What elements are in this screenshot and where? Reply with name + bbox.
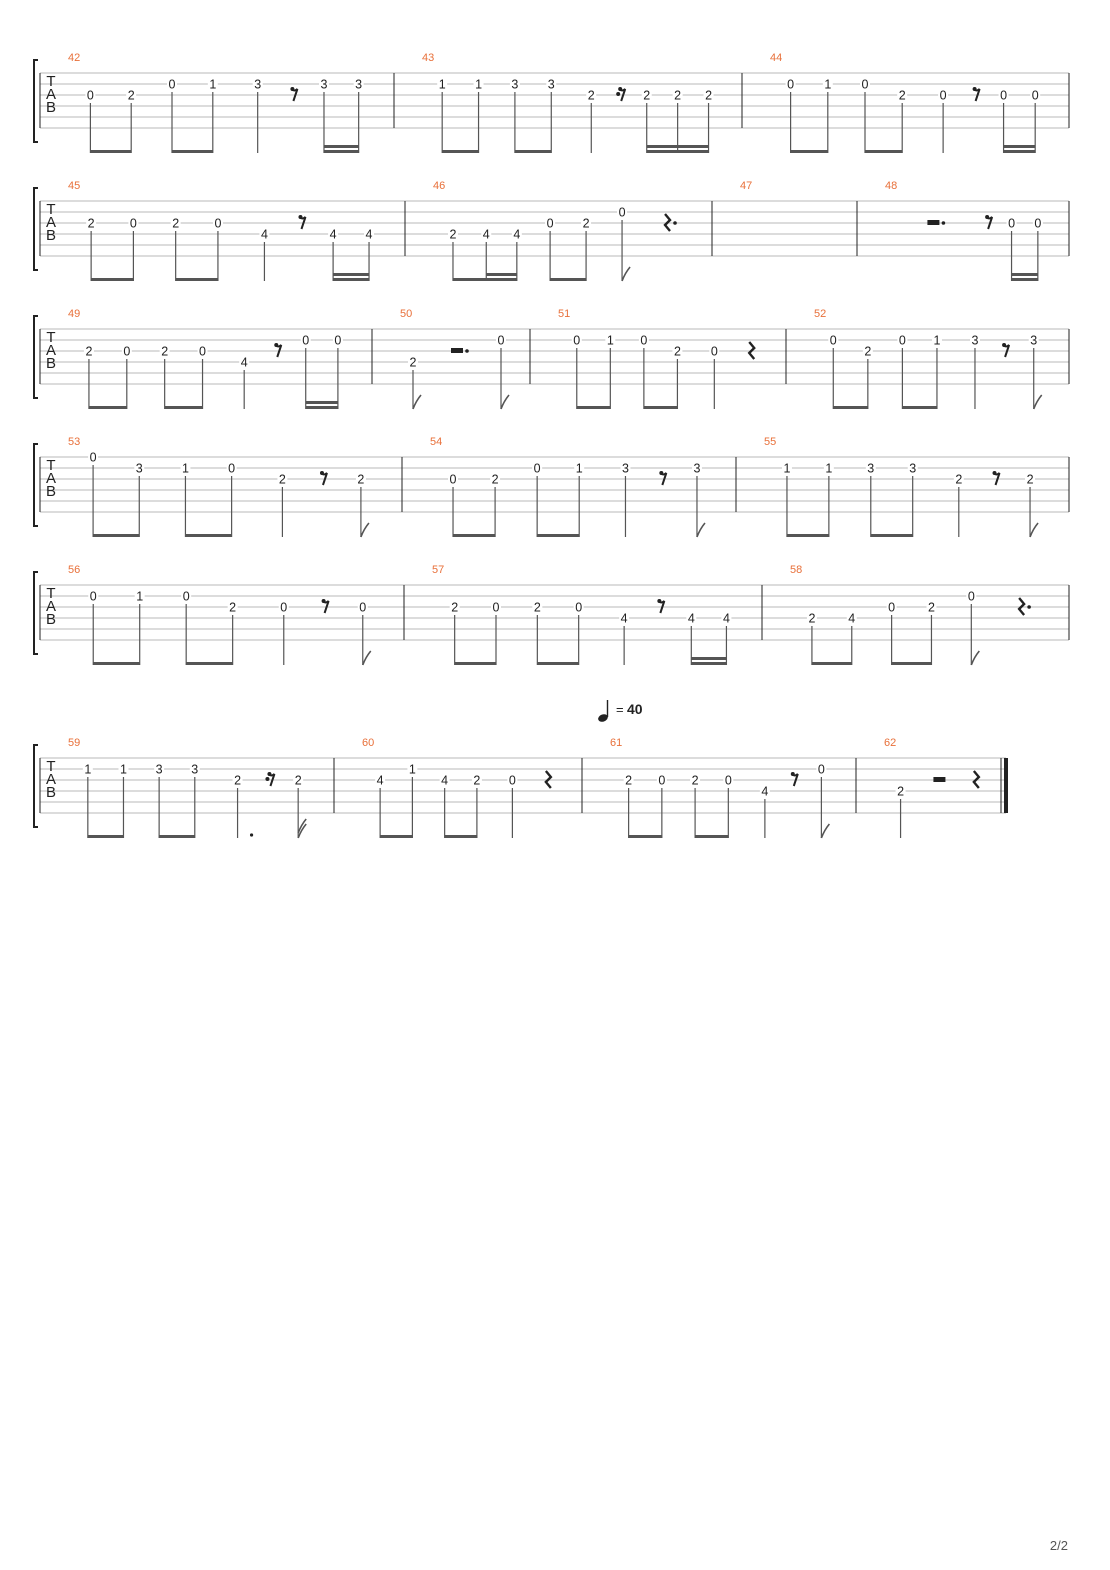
measure-number: 44 (770, 52, 783, 64)
fret-number: 2 (161, 344, 169, 359)
half-rest-icon (451, 348, 463, 353)
beam (93, 662, 139, 665)
page-number: 2/2 (1049, 1538, 1068, 1553)
fret-number: 1 (209, 77, 217, 92)
fret-number: 0 (449, 472, 457, 487)
system-bracket (34, 444, 38, 526)
fret-number: 2 (705, 88, 713, 103)
beam (172, 150, 213, 153)
fret-number: 3 (867, 461, 875, 476)
tab-clef-letter: T (46, 585, 56, 602)
dot-icon (250, 833, 253, 836)
fret-number: 1 (120, 762, 127, 777)
fret-number: 2 (955, 472, 963, 487)
beam (791, 150, 828, 153)
fret-number: 4 (722, 611, 730, 626)
beam (902, 406, 937, 409)
beam (629, 835, 662, 838)
half-rest-icon (933, 777, 945, 782)
fret-number: 2 (643, 88, 651, 103)
system-bracket (34, 60, 38, 142)
dot-icon (465, 349, 469, 353)
measure-number: 56 (68, 564, 81, 576)
measure-number: 50 (400, 308, 413, 320)
beam (695, 835, 728, 838)
fret-number: 1 (933, 333, 941, 348)
fret-number: 2 (127, 88, 135, 103)
fret-number: 1 (438, 77, 446, 92)
fret-number: 2 (409, 355, 417, 370)
fret-number: 2 (625, 773, 633, 788)
dot-icon (942, 221, 946, 225)
beam (577, 406, 611, 409)
fret-number: 0 (724, 773, 732, 788)
rest-dot-icon (616, 92, 620, 96)
beam (691, 662, 726, 665)
fret-number: 0 (861, 77, 869, 92)
note-flag (697, 523, 705, 537)
beam (455, 662, 496, 665)
beam (445, 835, 477, 838)
fret-number: 0 (89, 450, 97, 465)
fret-number: 0 (492, 600, 500, 615)
fret-number: 3 (155, 762, 163, 777)
rest-dot-icon (791, 772, 795, 776)
note-flag (821, 824, 829, 838)
rest-dot-icon (265, 777, 269, 781)
tab-clef-letter: A (45, 470, 57, 487)
fret-number: 3 (547, 77, 555, 92)
beam (647, 145, 678, 148)
measure-number: 42 (68, 52, 81, 64)
note-flag (361, 523, 369, 537)
measure-number: 58 (790, 564, 803, 576)
fret-number: 3 (971, 333, 979, 348)
measure-number: 46 (433, 180, 446, 192)
fret-number: 3 (355, 77, 363, 92)
measure-number: 55 (764, 436, 777, 448)
fret-number: 0 (359, 600, 367, 615)
tab-clef-letter: T (46, 329, 56, 346)
tempo-bpm: 40 (627, 701, 643, 717)
measure-number: 49 (68, 308, 81, 320)
note-flag (501, 395, 509, 409)
beam (306, 401, 338, 404)
fret-number: 1 (783, 461, 791, 476)
fret-number: 2 (691, 773, 699, 788)
beam (892, 662, 932, 665)
beam (333, 278, 369, 281)
fret-number: 0 (1034, 216, 1042, 231)
measure-number: 43 (422, 52, 435, 64)
beam (453, 278, 517, 281)
beam (93, 534, 139, 537)
fret-number: 0 (1008, 216, 1016, 231)
beam (537, 534, 579, 537)
fret-number: 2 (234, 773, 242, 788)
tab-clef-letter: B (45, 611, 57, 628)
system-bracket (34, 745, 38, 827)
note-flag (1030, 523, 1038, 537)
fret-number: 2 (278, 472, 286, 487)
beam (324, 145, 359, 148)
fret-number: 2 (229, 600, 237, 615)
fret-number: 2 (864, 344, 872, 359)
fret-number: 3 (909, 461, 917, 476)
fret-number: 1 (475, 77, 483, 92)
fret-number: 4 (513, 227, 521, 242)
tab-clef-letter: B (45, 784, 57, 801)
beam (1004, 150, 1036, 153)
fret-number: 2 (927, 600, 935, 615)
fret-number: 3 (621, 461, 629, 476)
fret-number: 0 (888, 600, 896, 615)
fret-number: 3 (320, 77, 328, 92)
fret-number: 4 (240, 355, 248, 370)
tab-clef-letter: A (45, 86, 57, 103)
beam (380, 835, 412, 838)
fret-number: 2 (808, 611, 816, 626)
fret-number: 0 (546, 216, 554, 231)
note-flag (413, 395, 421, 409)
fret-number: 0 (710, 344, 718, 359)
measure-number: 47 (740, 180, 753, 192)
beam (550, 278, 586, 281)
fret-number: 0 (123, 344, 131, 359)
fret-number: 4 (329, 227, 337, 242)
tab-clef-letter: B (45, 227, 57, 244)
rest-dot-icon (1002, 343, 1006, 347)
fret-number: 2 (172, 216, 180, 231)
beam (515, 150, 551, 153)
fret-number: 2 (673, 344, 681, 359)
measure-number: 61 (610, 737, 623, 749)
dot-icon (673, 221, 677, 225)
fret-number: 0 (658, 773, 666, 788)
fret-number: 2 (294, 773, 302, 788)
tempo-equals: = (616, 702, 624, 717)
rest-dot-icon (267, 772, 271, 776)
fret-number: 0 (618, 205, 626, 220)
fret-number: 2 (582, 216, 590, 231)
beam (159, 835, 195, 838)
beam (165, 406, 203, 409)
measure-number: 45 (68, 180, 81, 192)
measure-number: 59 (68, 737, 81, 749)
fret-number: 0 (334, 333, 342, 348)
fret-number: 3 (254, 77, 262, 92)
beam (306, 406, 338, 409)
beam (537, 662, 578, 665)
rest-dot-icon (973, 87, 977, 91)
fret-number: 4 (365, 227, 373, 242)
tab-clef-letter: T (46, 457, 56, 474)
measure-number: 57 (432, 564, 445, 576)
final-barline (1004, 758, 1008, 813)
measure-number: 51 (558, 308, 571, 320)
fret-number: 0 (939, 88, 947, 103)
fret-number: 2 (473, 773, 481, 788)
fret-number: 0 (967, 589, 975, 604)
measure-number: 62 (884, 737, 897, 749)
beam (678, 145, 709, 148)
tab-clef-letter: B (45, 483, 57, 500)
system-bracket (34, 188, 38, 270)
rest-dot-icon (298, 215, 302, 219)
fret-number: 2 (898, 88, 906, 103)
tab-clef-letter: B (45, 355, 57, 372)
beam (486, 273, 517, 276)
fret-number: 3 (191, 762, 199, 777)
fret-number: 0 (168, 77, 176, 92)
beam (833, 406, 868, 409)
measure-number: 52 (814, 308, 827, 320)
half-rest-icon (927, 220, 939, 225)
fret-number: 3 (1030, 333, 1038, 348)
beam (442, 150, 478, 153)
fret-number: 1 (408, 762, 416, 777)
beam (1012, 273, 1038, 276)
fret-number: 1 (824, 77, 832, 92)
fret-number: 3 (135, 461, 143, 476)
beam (865, 150, 902, 153)
beam (812, 662, 852, 665)
fret-number: 4 (260, 227, 268, 242)
beam (787, 534, 829, 537)
fret-number: 2 (357, 472, 365, 487)
fret-number: 1 (606, 333, 614, 348)
beam (644, 406, 678, 409)
dot-icon (1027, 605, 1031, 609)
system-bracket (34, 572, 38, 654)
note-flag (622, 267, 630, 281)
beam (185, 534, 231, 537)
fret-number: 2 (451, 600, 459, 615)
fret-number: 0 (817, 762, 825, 777)
fret-number: 0 (302, 333, 310, 348)
note-flag (363, 651, 371, 665)
beam (333, 273, 369, 276)
beam (1004, 145, 1036, 148)
fret-number: 2 (533, 600, 541, 615)
fret-number: 2 (1026, 472, 1034, 487)
measure-number: 53 (68, 436, 81, 448)
fret-number: 0 (1031, 88, 1039, 103)
beam (647, 150, 709, 153)
fret-number: 0 (129, 216, 137, 231)
fret-number: 3 (511, 77, 519, 92)
fret-number: 0 (640, 333, 648, 348)
fret-number: 0 (89, 589, 97, 604)
fret-number: 0 (199, 344, 207, 359)
fret-number: 1 (825, 461, 833, 476)
fret-number: 4 (441, 773, 449, 788)
rest-dot-icon (322, 599, 326, 603)
beam (176, 278, 218, 281)
fret-number: 0 (86, 88, 94, 103)
fret-number: 0 (829, 333, 837, 348)
beam (88, 835, 124, 838)
fret-number: 0 (573, 333, 581, 348)
fret-number: 2 (449, 227, 457, 242)
tab-clef-letter: B (45, 99, 57, 116)
beam (691, 657, 726, 660)
fret-number: 1 (181, 461, 189, 476)
fret-number: 1 (84, 762, 92, 777)
fret-number: 4 (761, 784, 769, 799)
note-flag (1034, 395, 1042, 409)
fret-number: 3 (693, 461, 701, 476)
tab-clef-letter: T (46, 73, 56, 90)
fret-number: 0 (575, 600, 583, 615)
tab-clef-letter: A (45, 342, 57, 359)
note-flag (971, 651, 979, 665)
beam (453, 534, 495, 537)
fret-number: 0 (508, 773, 516, 788)
fret-number: 0 (898, 333, 906, 348)
rest-dot-icon (993, 471, 997, 475)
fret-number: 4 (687, 611, 695, 626)
fret-number: 4 (620, 611, 628, 626)
tab-clef-letter: A (45, 214, 57, 231)
tab-clef-letter: T (46, 201, 56, 218)
fret-number: 2 (674, 88, 682, 103)
fret-number: 0 (214, 216, 222, 231)
rest-dot-icon (657, 599, 661, 603)
fret-number: 2 (587, 88, 595, 103)
rest-dot-icon (618, 87, 622, 91)
tab-clef-letter: A (45, 771, 57, 788)
beam (324, 150, 359, 153)
fret-number: 0 (280, 600, 288, 615)
fret-number: 2 (897, 784, 905, 799)
rest-dot-icon (985, 215, 989, 219)
fret-number: 0 (787, 77, 795, 92)
fret-number: 1 (136, 589, 144, 604)
beam (186, 662, 232, 665)
fret-number: 4 (376, 773, 384, 788)
fret-number: 0 (182, 589, 190, 604)
fret-number: 2 (87, 216, 95, 231)
system-bracket (34, 316, 38, 398)
beam (871, 534, 913, 537)
rest-dot-icon (320, 471, 324, 475)
measure-number: 48 (885, 180, 898, 192)
rest-dot-icon (659, 471, 663, 475)
beam (90, 150, 131, 153)
fret-number: 0 (533, 461, 541, 476)
fret-number: 4 (482, 227, 490, 242)
tab-clef-letter: T (46, 758, 56, 775)
beam (89, 406, 127, 409)
beam (91, 278, 133, 281)
fret-number: 2 (85, 344, 93, 359)
fret-number: 0 (1000, 88, 1008, 103)
rest-dot-icon (274, 343, 278, 347)
measure-number: 60 (362, 737, 375, 749)
fret-number: 0 (228, 461, 236, 476)
fret-number: 4 (848, 611, 856, 626)
fret-number: 0 (497, 333, 505, 348)
tab-clef-letter: A (45, 598, 57, 615)
fret-number: 2 (491, 472, 499, 487)
measure-number: 54 (430, 436, 443, 448)
rest-dot-icon (290, 87, 294, 91)
beam (1012, 278, 1038, 281)
fret-number: 1 (575, 461, 583, 476)
